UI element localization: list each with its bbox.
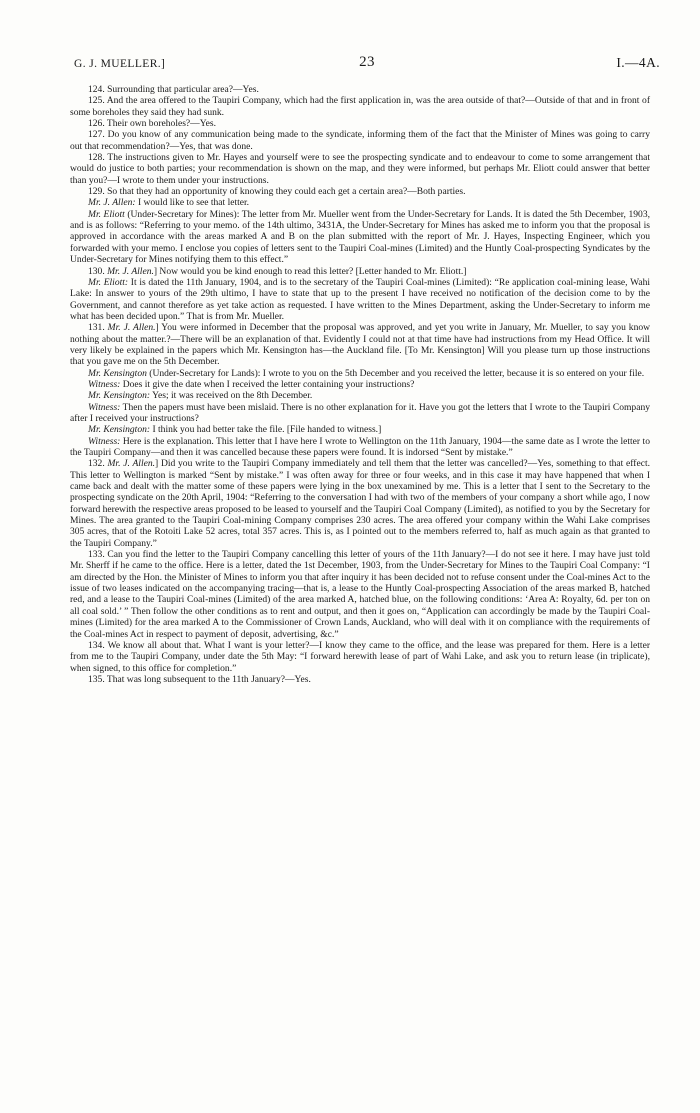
paragraph — [70, 84, 650, 95]
paragraph-text: 135. That was long subsequent to the 11th January?—Yes. — [88, 673, 311, 685]
question-number: 132. — [88, 458, 108, 470]
paragraph — [70, 186, 650, 197]
paragraph-text: I think you had better take the file. [File handed to witness.] — [150, 424, 382, 436]
speaker-name: Mr. Eliott — [88, 208, 125, 220]
paragraph — [70, 209, 650, 266]
paragraph-text: 127. Do you know of any communication being made to the syndicate, informing them of the fact that the Minister of Mines was going to carry out that recommendation?—Yes, that was done. — [70, 129, 650, 152]
speaker-name: Mr. J. Allen. — [107, 265, 154, 277]
paragraph — [70, 118, 650, 129]
question-number: 130. — [88, 265, 108, 277]
paragraph — [70, 368, 650, 379]
paragraph-text: It is dated the 11th January, 1904, and is to the secretary of the Taupiri Coal-mines (Limited): “Re application coal-mining lease, Wahi Lake: In answer to yours of the 29th ultimo, I have to state that up to the present I have received no notification of the decision come to by the Government, and cannot therefore as yet take action as requested. I have written to the Mines Department, asking the Under-Secretary to inform me what has been decided upon.” That is from Mr. Mueller. — [70, 276, 650, 322]
header-witness-name: G. J. MUELLER.] — [74, 58, 166, 70]
page-header — [74, 54, 660, 74]
paragraph-text: ] You were informed in December that the proposal was approved, and yet you write in January, Mr. Mueller, to say you know nothing about the matter.?—There will be an explanation of that. Evidently I could not at that time have had instructions from my Head Office. It will very likely be explained in the papers which Mr. Kensington has—the Auckland file. [To Mr. Kensington] Will you please turn up those instructions that you gave me on the 5th December. — [70, 322, 651, 368]
speaker-name: Witness: — [88, 378, 121, 390]
speaker-name: Mr. Kensington: — [88, 424, 151, 436]
paragraph — [70, 277, 650, 322]
paragraph — [70, 152, 650, 186]
speaker-name: Witness: — [88, 435, 121, 447]
speaker-name: Mr. Eliott: — [88, 276, 129, 288]
paragraph-text: 129. So that they had an opportunity of knowing they could each get a certain area?—Both parties. — [88, 186, 466, 198]
paragraph — [70, 402, 650, 425]
speaker-name: Mr. Kensington — [88, 367, 147, 379]
paper-reference: I.—4A. — [616, 55, 660, 70]
paragraph — [70, 549, 650, 640]
paragraph — [70, 458, 650, 549]
paragraph-text: Then the papers must have been mislaid. There is no other explanation for it. Have you got the letters that I wrote to the Taupiri Company after I received your instructions? — [70, 401, 650, 424]
paragraph-text: ] Now would you be kind enough to read this letter? [Letter handed to Mr. Eliott.] — [153, 265, 467, 277]
document-body — [70, 84, 650, 685]
paragraph-text: 133. Can you find the letter to the Taupiri Company cancelling this letter of yours of the 11th January?—I do not see it here. I may have just told Mr. Sherff if he came to the office. Here is a letter, dated the 1st December, 1903, from the Under-Secretary for Mines to the Taupiri Coal Company: “I am directed by the Hon. the Minister of Mines to inform you that after inquiry it has been decided not to refuse consent under the Coal-mines Act to the issue of two leases indicated on the accompanying tracing—that is, a lease to the Huntly Coal-prospecting Association of the areas marked B, hatched red, and a lease to the Taupiri Coal-mines (Limited) of the area marked A, hatched blue, on the following conditions: ‘Area A: Royalty, 6d. per ton on all coal sold.’ ” Then follow the other conditions as to rent and output, and then it goes on, “Application can accordingly be made by the Taupiri Coal-mines (Limited) for the area marked A to the Commissioner of Crown Lands, Auckland, who will deal with it on compliance with the requirements of the Coal-mines Act in respect to payment of deposit, advertising, &c.” — [70, 549, 650, 640]
speaker-name: Witness: — [88, 401, 121, 413]
paragraph-text: I would like to see that letter. — [135, 197, 250, 209]
paragraph-text: 128. The instructions given to Mr. Hayes and yourself were to see the prospecting syndicate and to endeavour to come to some arrangement that would do justice to both parties; your recommendation is shown on the map, and they were informed, but perhaps Mr. Eliott could answer that better than you?—I wrote to them under your instructions. — [70, 152, 650, 186]
paragraph — [70, 95, 650, 118]
paragraph — [70, 322, 650, 367]
paragraph-text: 125. And the area offered to the Taupiri Company, which had the first application in, was the area outside of that?—Outside of that and in front of some boreholes they said they had sunk. — [70, 95, 650, 118]
paragraph — [70, 266, 650, 277]
question-number: 131. — [88, 322, 108, 334]
paragraph-text: (Under-Secretary for Lands): I wrote to you on the 5th December and you received the letter, because it is so entered on your file. — [146, 367, 645, 379]
paragraph-text: (Under-Secretary for Mines): The letter from Mr. Mueller went from the Under-Secretary for Lands. It is dated the 5th December, 1903, and is as follows: “Referring to your memo. of the 14th ultimo, 3431A, the Under-Secretary for Mines has asked me to inform you that the proposal is approved in accordance with the areas marked A and B on the plan submitted with the report of Mr. J. Hayes, Inspecting Engineer, which you forwarded with your memo. I enclose you copies of letters sent to the Taupiri Coal-mines (Limited) and the Huntly Coal-prospecting Syndicates by the Under-Secretary for Mines notifying them to this effect.” — [70, 208, 650, 266]
speaker-name: Mr. J. Allen. — [107, 322, 156, 334]
paragraph-text: Here is the explanation. This letter that I have here I wrote to Wellington on the 11th January, 1904—the same date as I wrote the letter to the Taupiri Company—and then it was cancelled because these papers were found. It is indorsed “Sent by mistake.” — [70, 435, 650, 458]
paragraph — [70, 129, 650, 152]
paragraph — [70, 379, 650, 390]
paragraph — [70, 640, 650, 674]
paragraph — [70, 436, 650, 459]
paragraph — [70, 424, 650, 435]
paragraph-text: Yes; it was received on the 8th December. — [150, 390, 313, 402]
paragraph — [70, 197, 650, 208]
paragraph-text: 126. Their own boreholes?—Yes. — [88, 118, 216, 130]
page-number: 23 — [359, 54, 375, 70]
paragraph — [70, 390, 650, 401]
speaker-name: Mr. J. Allen. — [107, 458, 155, 470]
speaker-name: Mr. Kensington: — [88, 390, 151, 402]
speaker-name: Mr. J. Allen: — [88, 197, 136, 209]
paragraph — [70, 674, 650, 685]
paragraph-text: Does it give the date when I received the letter containing your instructions? — [120, 378, 415, 390]
paragraph-text: 134. We know all about that. What I want is your letter?—I know they came to the office, and the lease was prepared for them. Here is a letter from me to the Taupiri Company, under date the 5th May: “I forward herewith lease of part of Wahi Lake, and ask you to return lease (in triplicate), when signed, to this office for completion.” — [70, 639, 650, 674]
paragraph-text: 124. Surrounding that particular area?—Yes. — [88, 84, 259, 95]
paragraph-text: ] Did you write to the Taupiri Company immediately and tell them that the letter was cancelled?—Yes, something to that effect. This letter to Wellington is marked “Sent by mistake.” I was often away for three or four weeks, and in this case it may have happened that when I came back and dealt with the matter some of these papers were lying in the box unexamined by me. This is a letter that I sent to the Secretary to the prospecting syndicate on the 20th April, 1904: “Referring to the conversation I had with two of the members of your company a short while ago, I now forward herewith the respective areas proposed to be leased to yourself and the Taupiri Coal Company (Limited), as notified to you by the Secretary for Mines. The area granted to the Taupiri Coal-mining Company comprises 230 acres. The area offered your company within the Wahi Lake comprises 305 acres, that of the Rotoiti Lake 52 acres, total 357 acres. This is, as I pointed out to the members referred to, half as much again as that granted to the Taupiri Company.” — [70, 458, 650, 549]
